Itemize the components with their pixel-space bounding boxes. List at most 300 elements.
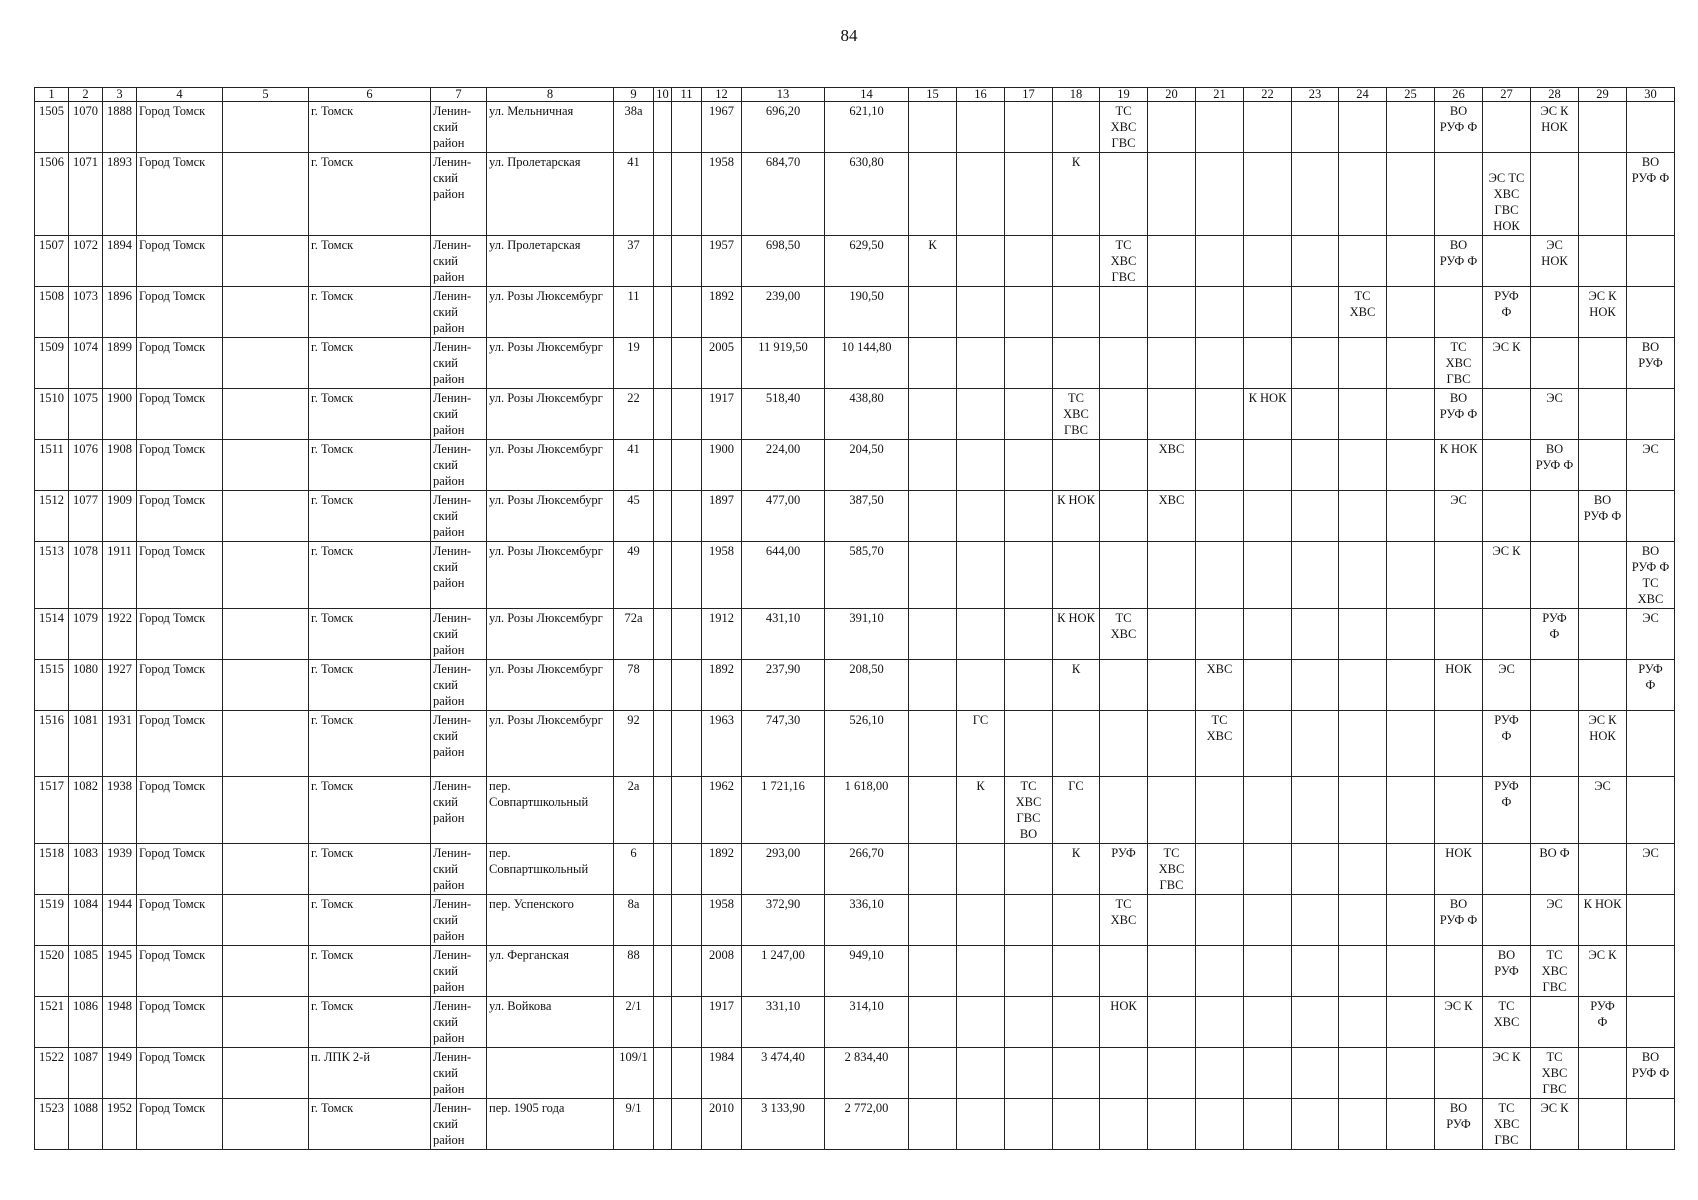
table-cell: 1511 xyxy=(35,440,69,491)
table-cell: 1957 xyxy=(702,236,742,287)
table-cell xyxy=(223,1048,309,1099)
table-cell xyxy=(1579,440,1627,491)
table-cell xyxy=(1435,287,1483,338)
table-cell xyxy=(223,542,309,609)
table-cell: 1911 xyxy=(103,542,137,609)
table-cell xyxy=(223,338,309,389)
table-cell: 1512 xyxy=(35,491,69,542)
table-cell: 3 133,90 xyxy=(742,1099,825,1150)
table-row xyxy=(35,777,1675,844)
table-cell: 1893 xyxy=(103,153,137,236)
table-cell xyxy=(672,287,702,338)
table-cell: 1892 xyxy=(702,660,742,711)
table-cell: ЭС К xyxy=(1579,946,1627,997)
table-cell xyxy=(1531,153,1579,236)
table-cell xyxy=(1483,440,1531,491)
table-cell: 526,10 xyxy=(825,711,909,777)
table-cell xyxy=(1148,389,1196,440)
table-cell: 1523 xyxy=(35,1099,69,1150)
table-cell xyxy=(1148,1048,1196,1099)
table-cell xyxy=(1196,389,1244,440)
column-header: 13 xyxy=(742,88,825,102)
table-cell: 1079 xyxy=(69,609,103,660)
table-cell xyxy=(1196,777,1244,844)
table-cell: 1517 xyxy=(35,777,69,844)
table-row xyxy=(35,542,1675,609)
table-cell: ТС ХВС ГВС xyxy=(1148,844,1196,895)
table-cell xyxy=(1292,660,1339,711)
column-header: 7 xyxy=(431,88,487,102)
table-cell xyxy=(1244,491,1292,542)
table-cell: 11 919,50 xyxy=(742,338,825,389)
table-cell xyxy=(1196,946,1244,997)
table-cell: г. Томск xyxy=(309,389,431,440)
table-cell: 1945 xyxy=(103,946,137,997)
table-cell: ул. Ферганская xyxy=(487,946,614,997)
table-cell: 37 xyxy=(614,236,654,287)
table-cell xyxy=(957,895,1005,946)
table-cell: 1897 xyxy=(702,491,742,542)
table-cell: Город Томск xyxy=(137,440,223,491)
table-cell xyxy=(909,1099,957,1150)
table-cell: г. Томск xyxy=(309,777,431,844)
table-cell xyxy=(1292,102,1339,153)
table-cell xyxy=(1483,491,1531,542)
table-cell xyxy=(1387,542,1435,609)
table-cell: Город Томск xyxy=(137,711,223,777)
table-cell xyxy=(223,236,309,287)
table-cell: Город Томск xyxy=(137,491,223,542)
table-cell xyxy=(909,609,957,660)
table-cell: 1962 xyxy=(702,777,742,844)
column-header: 4 xyxy=(137,88,223,102)
table-cell: 1896 xyxy=(103,287,137,338)
table-cell xyxy=(1387,102,1435,153)
table-cell: ВО РУФ Ф xyxy=(1435,236,1483,287)
table-cell xyxy=(1005,660,1053,711)
table-cell: 1080 xyxy=(69,660,103,711)
table-cell xyxy=(672,946,702,997)
table-cell xyxy=(1387,491,1435,542)
table-cell xyxy=(1483,236,1531,287)
table-cell: К НОК xyxy=(1579,895,1627,946)
table-cell xyxy=(909,777,957,844)
table-cell xyxy=(1005,389,1053,440)
table-cell xyxy=(1196,236,1244,287)
table-cell: 1084 xyxy=(69,895,103,946)
table-cell: 621,10 xyxy=(825,102,909,153)
table-cell: Город Томск xyxy=(137,777,223,844)
table-cell: 1892 xyxy=(702,844,742,895)
table-cell xyxy=(654,102,672,153)
table-cell xyxy=(1148,542,1196,609)
table-cell xyxy=(1005,491,1053,542)
table-cell xyxy=(1339,389,1387,440)
table-row xyxy=(35,711,1675,777)
table-cell: 1071 xyxy=(69,153,103,236)
table-cell xyxy=(672,895,702,946)
table-cell xyxy=(1005,895,1053,946)
table-cell xyxy=(1005,1099,1053,1150)
table-cell: 45 xyxy=(614,491,654,542)
table-cell: 1958 xyxy=(702,153,742,236)
table-cell xyxy=(1196,1048,1244,1099)
table-cell xyxy=(1387,389,1435,440)
table-cell: 1909 xyxy=(103,491,137,542)
table-cell xyxy=(1292,1048,1339,1099)
table-cell: 696,20 xyxy=(742,102,825,153)
table-cell: 208,50 xyxy=(825,660,909,711)
table-cell: 9/1 xyxy=(614,1099,654,1150)
table-cell xyxy=(1100,711,1148,777)
table-cell: 72а xyxy=(614,609,654,660)
table-cell xyxy=(1579,338,1627,389)
table-cell: 391,10 xyxy=(825,609,909,660)
table-cell: Город Томск xyxy=(137,895,223,946)
table-cell: 22 xyxy=(614,389,654,440)
column-header: 19 xyxy=(1100,88,1148,102)
table-cell xyxy=(909,102,957,153)
table-cell xyxy=(1627,287,1675,338)
table-cell xyxy=(1387,1048,1435,1099)
table-cell: 1967 xyxy=(702,102,742,153)
table-cell xyxy=(1435,609,1483,660)
column-header: 17 xyxy=(1005,88,1053,102)
table-cell: ТС ХВС xyxy=(1339,287,1387,338)
table-body xyxy=(35,102,1675,1150)
table-cell xyxy=(1005,338,1053,389)
table-cell xyxy=(1435,1048,1483,1099)
table-cell xyxy=(223,711,309,777)
table-cell: РУФ Ф xyxy=(1483,711,1531,777)
column-header: 24 xyxy=(1339,88,1387,102)
table-cell xyxy=(909,153,957,236)
table-cell xyxy=(1244,660,1292,711)
table-cell: ЭС xyxy=(1435,491,1483,542)
table-cell: г. Томск xyxy=(309,1099,431,1150)
table-cell: г. Томск xyxy=(309,338,431,389)
table-cell xyxy=(1292,711,1339,777)
table-cell xyxy=(1005,542,1053,609)
table-cell: ВО РУФ Ф ТС ХВС xyxy=(1627,542,1675,609)
table-cell xyxy=(1244,287,1292,338)
column-header: 14 xyxy=(825,88,909,102)
table-cell xyxy=(1483,609,1531,660)
table-cell: 2008 xyxy=(702,946,742,997)
table-cell xyxy=(909,542,957,609)
table-cell: Ленин- ский район xyxy=(431,287,487,338)
table-row xyxy=(35,491,1675,542)
table-cell xyxy=(1387,440,1435,491)
table-cell: пер. Успенского xyxy=(487,895,614,946)
column-number-header xyxy=(35,88,1675,102)
table-cell xyxy=(1053,102,1100,153)
table-cell: ЭС xyxy=(1627,844,1675,895)
table-cell: г. Томск xyxy=(309,236,431,287)
table-cell xyxy=(223,389,309,440)
table-cell: ЭС xyxy=(1531,895,1579,946)
table-cell: ул. Пролетарская xyxy=(487,236,614,287)
table-cell xyxy=(1579,102,1627,153)
table-cell: 1520 xyxy=(35,946,69,997)
table-cell xyxy=(1100,153,1148,236)
table-cell: 224,00 xyxy=(742,440,825,491)
table-cell: 747,30 xyxy=(742,711,825,777)
table-cell: 1892 xyxy=(702,287,742,338)
table-cell: ул. Розы Люксембург xyxy=(487,491,614,542)
table-cell: ЭС xyxy=(1627,609,1675,660)
table-cell xyxy=(1292,997,1339,1048)
table-cell xyxy=(1196,491,1244,542)
table-cell xyxy=(1339,997,1387,1048)
table-cell xyxy=(1531,997,1579,1048)
table-cell: РУФ xyxy=(1100,844,1148,895)
table-cell xyxy=(957,609,1005,660)
table-cell xyxy=(1244,440,1292,491)
column-header: 10 xyxy=(654,88,672,102)
table-cell xyxy=(1053,338,1100,389)
table-cell: г. Томск xyxy=(309,491,431,542)
table-cell xyxy=(909,895,957,946)
table-cell xyxy=(223,997,309,1048)
table-cell xyxy=(1435,711,1483,777)
table-cell xyxy=(1627,491,1675,542)
column-header: 18 xyxy=(1053,88,1100,102)
table-cell xyxy=(1339,440,1387,491)
table-cell: ЭС ТС ХВС ГВС НОК xyxy=(1483,153,1531,236)
table-cell: ЭС xyxy=(1531,389,1579,440)
table-cell xyxy=(1627,777,1675,844)
table-cell xyxy=(654,153,672,236)
table-cell xyxy=(672,491,702,542)
table-cell xyxy=(1196,440,1244,491)
table-cell xyxy=(1005,153,1053,236)
table-cell xyxy=(672,609,702,660)
table-cell xyxy=(1196,338,1244,389)
table-row xyxy=(35,440,1675,491)
table-cell xyxy=(1148,660,1196,711)
table-cell: 1070 xyxy=(69,102,103,153)
table-cell: 1984 xyxy=(702,1048,742,1099)
table-cell xyxy=(1627,102,1675,153)
table-cell: ТС ХВС ГВС xyxy=(1483,1099,1531,1150)
table-cell: ВО РУФ Ф xyxy=(1579,491,1627,542)
table-cell: 1514 xyxy=(35,609,69,660)
table-cell: Город Томск xyxy=(137,1048,223,1099)
table-cell xyxy=(1196,997,1244,1048)
table-cell xyxy=(1053,997,1100,1048)
table-cell: 698,50 xyxy=(742,236,825,287)
table-cell xyxy=(1627,997,1675,1048)
table-cell: ул. Розы Люксембург xyxy=(487,660,614,711)
table-cell xyxy=(1100,338,1148,389)
table-cell xyxy=(1100,660,1148,711)
table-cell: ТС ХВС ГВС xyxy=(1531,1048,1579,1099)
column-header: 5 xyxy=(223,88,309,102)
table-cell xyxy=(1244,844,1292,895)
table-cell xyxy=(1244,1048,1292,1099)
table-cell xyxy=(1483,389,1531,440)
table-cell xyxy=(223,946,309,997)
table-cell xyxy=(1387,997,1435,1048)
table-cell xyxy=(1292,946,1339,997)
table-cell xyxy=(957,1099,1005,1150)
table-cell xyxy=(957,440,1005,491)
table-cell xyxy=(1339,153,1387,236)
table-cell: ул. Мельничная xyxy=(487,102,614,153)
table-cell: 949,10 xyxy=(825,946,909,997)
table-cell xyxy=(654,338,672,389)
table-cell xyxy=(1196,287,1244,338)
table-cell: 1522 xyxy=(35,1048,69,1099)
table-cell: 11 xyxy=(614,287,654,338)
table-cell: 1 721,16 xyxy=(742,777,825,844)
table-cell: ЭС НОК xyxy=(1531,236,1579,287)
table-cell: 1513 xyxy=(35,542,69,609)
table-cell xyxy=(1531,542,1579,609)
table-cell xyxy=(1244,102,1292,153)
table-cell xyxy=(1435,777,1483,844)
table-cell xyxy=(1148,287,1196,338)
table-cell xyxy=(1387,895,1435,946)
table-cell: 19 xyxy=(614,338,654,389)
table-cell xyxy=(1292,440,1339,491)
table-cell: ВО РУФ xyxy=(1435,1099,1483,1150)
table-cell xyxy=(1100,946,1148,997)
table-cell xyxy=(1387,287,1435,338)
table-cell: 41 xyxy=(614,153,654,236)
table-cell: г. Томск xyxy=(309,946,431,997)
table-cell: 38а xyxy=(614,102,654,153)
table-cell: К xyxy=(1053,660,1100,711)
table-cell xyxy=(1579,542,1627,609)
table-cell: 1086 xyxy=(69,997,103,1048)
table-cell: 438,80 xyxy=(825,389,909,440)
table-cell xyxy=(957,946,1005,997)
table-cell: ТС ХВС xyxy=(1100,609,1148,660)
table-cell xyxy=(1100,1099,1148,1150)
table-cell xyxy=(1387,844,1435,895)
table-cell: 1917 xyxy=(702,997,742,1048)
table-cell xyxy=(909,997,957,1048)
table-cell: 1927 xyxy=(103,660,137,711)
table-cell: 204,50 xyxy=(825,440,909,491)
table-cell: Ленин- ский район xyxy=(431,236,487,287)
table-cell xyxy=(1627,389,1675,440)
table-cell: К xyxy=(957,777,1005,844)
table-cell xyxy=(957,287,1005,338)
table-cell: 190,50 xyxy=(825,287,909,338)
table-cell xyxy=(1292,1099,1339,1150)
table-cell xyxy=(1339,542,1387,609)
table-cell: 1515 xyxy=(35,660,69,711)
table-cell xyxy=(1244,542,1292,609)
table-cell xyxy=(672,844,702,895)
table-cell: Ленин- ский район xyxy=(431,491,487,542)
table-cell xyxy=(654,1099,672,1150)
table-cell xyxy=(957,102,1005,153)
table-cell xyxy=(957,153,1005,236)
table-cell xyxy=(1196,609,1244,660)
table-cell xyxy=(1627,236,1675,287)
table-cell xyxy=(1339,1048,1387,1099)
table-cell: г. Томск xyxy=(309,287,431,338)
column-header: 16 xyxy=(957,88,1005,102)
table-cell xyxy=(654,997,672,1048)
table-row xyxy=(35,844,1675,895)
table-cell xyxy=(1387,711,1435,777)
table-cell xyxy=(654,287,672,338)
table-cell xyxy=(909,491,957,542)
table-cell xyxy=(1531,711,1579,777)
table-cell xyxy=(1196,102,1244,153)
table-cell: 585,70 xyxy=(825,542,909,609)
table-cell: 1 247,00 xyxy=(742,946,825,997)
table-cell: 1088 xyxy=(69,1099,103,1150)
table-cell: 1074 xyxy=(69,338,103,389)
table-cell: Ленин- ский район xyxy=(431,1099,487,1150)
table-cell: 49 xyxy=(614,542,654,609)
table-cell xyxy=(909,711,957,777)
table-cell: 1939 xyxy=(103,844,137,895)
table-cell xyxy=(1627,895,1675,946)
table-cell: г. Томск xyxy=(309,609,431,660)
table-cell xyxy=(223,102,309,153)
table-cell xyxy=(909,440,957,491)
table-cell: ул. Розы Люксембург xyxy=(487,609,614,660)
column-header: 1 xyxy=(35,88,69,102)
table-cell: Ленин- ский район xyxy=(431,844,487,895)
table-cell: 1948 xyxy=(103,997,137,1048)
table-cell xyxy=(1244,338,1292,389)
column-header: 30 xyxy=(1627,88,1675,102)
table-cell xyxy=(1005,287,1053,338)
table-cell: 1508 xyxy=(35,287,69,338)
table-cell: РУФ Ф xyxy=(1483,777,1531,844)
table-cell xyxy=(1244,1099,1292,1150)
table-cell xyxy=(1579,236,1627,287)
table-cell: ЭС К xyxy=(1435,997,1483,1048)
table-cell xyxy=(1100,777,1148,844)
table-cell xyxy=(1100,287,1148,338)
table-cell: 314,10 xyxy=(825,997,909,1048)
table-cell xyxy=(672,389,702,440)
table-cell: 477,00 xyxy=(742,491,825,542)
table-cell xyxy=(1292,542,1339,609)
table-cell: Ленин- ский район xyxy=(431,711,487,777)
table-cell xyxy=(957,660,1005,711)
table-cell: 1078 xyxy=(69,542,103,609)
table-cell xyxy=(672,542,702,609)
table-cell xyxy=(1005,711,1053,777)
table-cell xyxy=(1483,895,1531,946)
table-cell xyxy=(1483,102,1531,153)
table-cell xyxy=(1483,844,1531,895)
table-cell xyxy=(909,287,957,338)
table-cell xyxy=(654,895,672,946)
table-cell: ТС ХВС xyxy=(1100,895,1148,946)
table-cell xyxy=(909,389,957,440)
table-cell xyxy=(1244,777,1292,844)
table-cell: ул. Пролетарская xyxy=(487,153,614,236)
table-cell xyxy=(1005,844,1053,895)
table-cell xyxy=(1053,287,1100,338)
table-cell: Город Томск xyxy=(137,236,223,287)
table-cell: г. Томск xyxy=(309,660,431,711)
table-cell: ТС ХВС ГВС xyxy=(1100,236,1148,287)
table-cell: РУФ Ф xyxy=(1627,660,1675,711)
column-header: 25 xyxy=(1387,88,1435,102)
